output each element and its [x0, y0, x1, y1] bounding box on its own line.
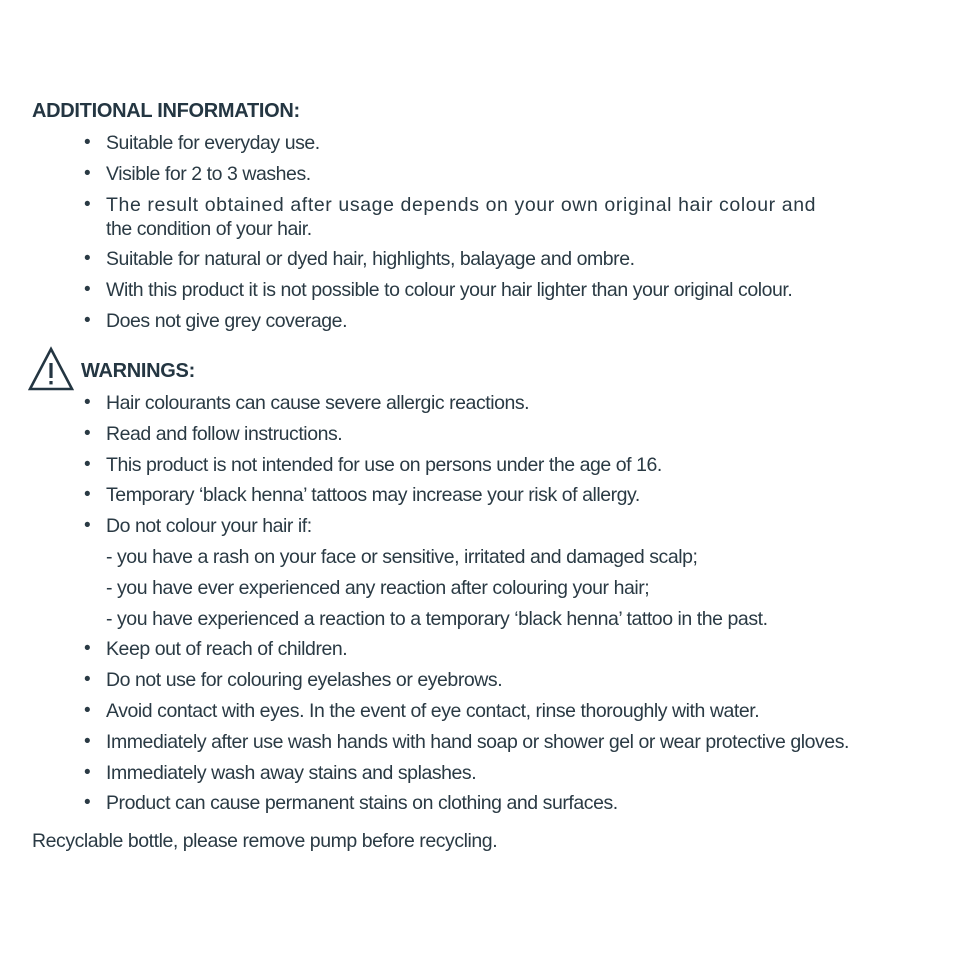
bullet-icon: •: [84, 422, 91, 444]
bullet-icon: •: [84, 132, 91, 153]
sub-list-item: - you have ever experienced any reaction after colouring your hair;: [106, 576, 650, 599]
warning-triangle-icon: [28, 346, 74, 392]
bullet-icon: •: [84, 484, 91, 506]
list-item: • Avoid contact with eyes. In the event of eye contact, rinse thoroughly with water.: [84, 699, 760, 722]
bullet-icon: •: [84, 193, 92, 215]
list-item: • This product is not intended for use on persons under the age of 16.: [84, 453, 662, 476]
list-item: • With this product it is not possible to colour your hair lighter than your original colour.: [84, 279, 793, 302]
sub-list-item: - you have a rash on your face or sensitive, irritated and damaged scalp;: [106, 545, 698, 568]
bullet-icon: •: [84, 669, 91, 691]
list-item: • Hair colourants can cause severe allergic reactions.: [84, 392, 530, 414]
list-item: • Visible for 2 to 3 washes.: [84, 162, 311, 185]
list-item: • Keep out of reach of children.: [84, 638, 348, 661]
additional-information-heading: ADDITIONAL INFORMATION:: [32, 100, 300, 122]
bullet-icon: •: [84, 515, 91, 537]
bullet-icon: •: [84, 699, 91, 721]
recycling-note: Recyclable bottle, please remove pump before recycling.: [32, 830, 498, 852]
bullet-icon: •: [84, 761, 91, 783]
list-item: • Do not use for colouring eyelashes or eyebrows.: [84, 669, 503, 692]
warnings-list: [84, 391, 944, 822]
bullet-icon: •: [84, 309, 91, 331]
list-item: • Suitable for everyday use.: [84, 132, 320, 154]
bullet-icon: •: [84, 792, 91, 814]
list-item: • Does not give grey coverage.: [84, 309, 348, 332]
list-item: • Immediately after use wash hands with hand soap or shower gel or wear protective gloves.: [84, 730, 849, 753]
list-item: • Immediately wash away stains and splashes.: [84, 761, 477, 784]
list-item: • Suitable for natural or dyed hair, highlights, balayage and ombre.: [84, 248, 635, 271]
bullet-icon: •: [84, 279, 91, 301]
bullet-icon: •: [84, 392, 91, 413]
bullet-icon: •: [84, 638, 91, 660]
list-item: • The result obtained after usage depends on your own original hair colour and the condition of your hair.: [84, 193, 817, 240]
bullet-icon: •: [84, 730, 91, 752]
bullet-icon: •: [84, 162, 91, 184]
list-item: • Read and follow instructions.: [84, 422, 343, 445]
warnings-heading: WARNINGS:: [81, 360, 195, 382]
bullet-icon: •: [84, 453, 91, 475]
list-item: • Temporary ‘black henna’ tattoos may increase your risk of allergy.: [84, 484, 640, 507]
sub-list-item: - you have experienced a reaction to a temporary ‘black henna’ tattoo in the past.: [106, 607, 768, 630]
list-item: • Product can cause permanent stains on clothing and surfaces.: [84, 792, 618, 815]
additional-information-list: [84, 131, 944, 340]
list-item: • Do not colour your hair if:: [84, 515, 312, 538]
bullet-icon: •: [84, 248, 91, 270]
